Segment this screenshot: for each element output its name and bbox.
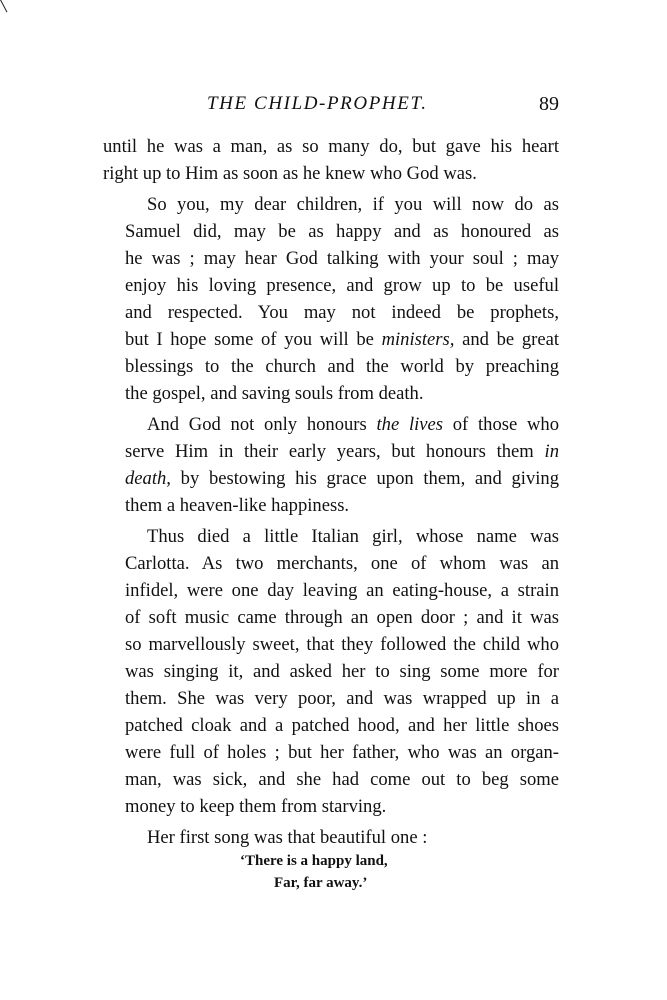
- text-fragment: of those who: [443, 414, 559, 435]
- text-fragment: and be great: [454, 329, 559, 350]
- text-line: the gospel, and saving souls from death.: [125, 383, 424, 404]
- text-line: them a heaven-like happiness.: [125, 495, 350, 516]
- text-line: he was ; may hear God talking with your soul ; may: [125, 248, 559, 269]
- text-fragment: by bestowing his grace upon them, and giving: [170, 468, 559, 489]
- page-number: 89: [539, 93, 559, 115]
- verse-line-2: Far, far away.’: [274, 875, 368, 891]
- verse-quote: [240, 850, 388, 894]
- text-line: infidel, were one day leaving an eating-house, a strain: [125, 580, 559, 601]
- text-line: Thus died a little Italian girl, whose name was: [147, 526, 559, 547]
- text-line: and respected. You may not indeed be prophets,: [125, 302, 559, 323]
- text-line: Her first song was that beautiful one :: [147, 827, 428, 848]
- text-line: until he was a man, as so many do, but gave his heart: [103, 136, 559, 157]
- text-line: of soft music came through an open door ; and it was: [125, 607, 559, 628]
- paragraph-1: [103, 133, 559, 187]
- text-fragment: serve Him in their early years, but honours them: [125, 441, 545, 462]
- text-fragment: but I hope some of you will be: [125, 329, 382, 350]
- verse-line-1: ‘There is a happy land,: [240, 853, 388, 869]
- paragraph-4: [103, 523, 559, 820]
- text-line: money to keep them from starving.: [125, 796, 387, 817]
- text-line: man, was sick, and she had come out to beg some: [125, 769, 559, 790]
- text-line: them. She was very poor, and was wrapped up in a: [125, 688, 559, 709]
- paragraph-2: [103, 191, 559, 407]
- text-line: right up to Him as soon as he knew who God was.: [103, 163, 477, 184]
- page-header: [103, 93, 559, 123]
- text-line: [103, 326, 559, 353]
- text-line: was singing it, and asked her to sing some more for: [125, 661, 559, 682]
- italic-the-lives: the lives: [376, 414, 444, 435]
- body-text: [103, 133, 559, 851]
- text-line: were full of holes ; but her father, who was an organ-: [125, 742, 559, 763]
- paragraph-5: [103, 824, 559, 851]
- text-line: Samuel did, may be as happy and as honoured as: [125, 221, 559, 242]
- text-line: enjoy his loving presence, and grow up to be useful: [125, 275, 559, 296]
- text-line: Carlotta. As two merchants, one of whom was an: [125, 553, 559, 574]
- text-line: [103, 411, 559, 438]
- paragraph-3: [103, 411, 559, 519]
- text-fragment: And God not only honours: [147, 414, 377, 435]
- text-line: [103, 465, 559, 492]
- corner-scan-mark: [0, 0, 13, 12]
- text-line: So you, my dear children, if you will now do as: [147, 194, 559, 215]
- running-title: THE CHILD-PROPHET.: [207, 93, 428, 114]
- text-line: patched cloak and a patched hood, and her little shoes: [125, 715, 559, 736]
- italic-death: death,: [125, 468, 171, 489]
- text-line: blessings to the church and the world by preaching: [125, 356, 559, 377]
- text-line: so marvellously sweet, that they followed the child who: [125, 634, 559, 655]
- italic-ministers: ministers,: [381, 329, 455, 350]
- text-line: [103, 438, 559, 465]
- italic-in: in: [544, 441, 559, 462]
